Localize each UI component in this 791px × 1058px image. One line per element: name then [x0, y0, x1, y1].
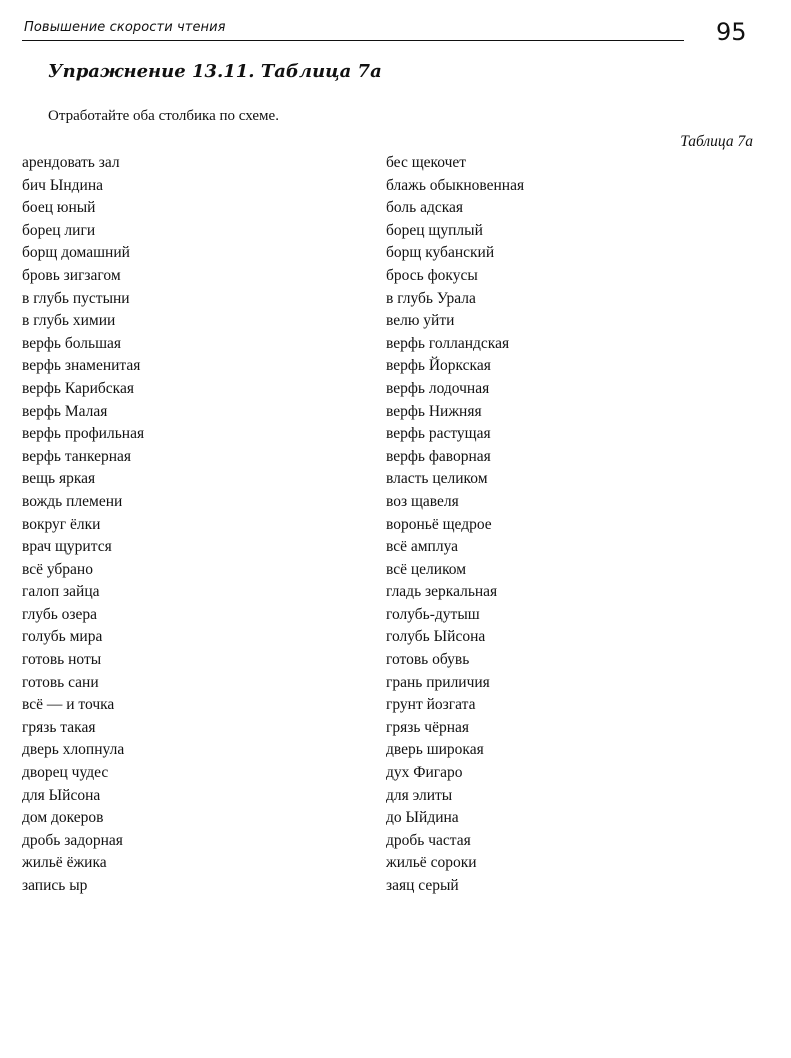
- word-pair-left-2: бич Ындина: [22, 176, 104, 194]
- word-pair-right-2: блажь обыкновенная: [386, 176, 525, 194]
- word-pair-left-6: бровь зигзагом: [22, 266, 121, 284]
- word-pair-left-4: борец лиги: [22, 221, 96, 239]
- word-pair-left-1: арендовать зал: [22, 154, 120, 171]
- word-pair-left-7: в глубь пустыни: [22, 289, 130, 307]
- word-pair-right-28: дух Фигаро: [386, 764, 463, 782]
- left-word-column: [22, 152, 144, 898]
- word-pair-right-3: боль адская: [386, 199, 464, 217]
- word-pair-left-5: борщ домашний: [22, 244, 130, 262]
- word-pair-left-27: дверь хлопнула: [22, 741, 125, 759]
- word-pair-left-19: всё убрано: [22, 560, 93, 578]
- word-pair-right-18: всё амплуа: [386, 538, 459, 556]
- word-pair-left-30: дом докеров: [22, 809, 104, 827]
- word-pair-right-26: грязь чёрная: [386, 718, 470, 736]
- page-number: 95: [716, 18, 747, 46]
- word-pair-left-15: вещь яркая: [22, 470, 96, 488]
- word-pair-left-32: жильё ёжика: [22, 854, 107, 872]
- exercise-instruction: Отработайте оба столбика по схеме.: [48, 108, 279, 124]
- word-pair-right-31: дробь частая: [386, 831, 471, 849]
- word-pair-right-20: гладь зеркальная: [386, 583, 498, 601]
- exercise-title: Упражнение 13.11. Таблица 7а: [48, 61, 382, 82]
- word-pair-right-24: грань приличия: [386, 673, 490, 691]
- word-pair-left-31: дробь задорная: [22, 831, 123, 849]
- word-pair-left-26: грязь такая: [22, 718, 96, 736]
- word-pair-left-20: галоп зайца: [22, 583, 100, 601]
- word-pair-right-5: борщ кубанский: [386, 244, 495, 262]
- word-pair-right-29: для элиты: [386, 786, 453, 804]
- word-pair-left-21: глубь озера: [22, 605, 98, 623]
- word-pair-left-33: запись ыр: [22, 877, 88, 894]
- word-pair-left-12: верфь Малая: [22, 402, 108, 420]
- word-pair-right-33: заяц серый: [386, 877, 459, 894]
- word-pair-left-24: готовь сани: [22, 673, 99, 691]
- word-pair-right-7: в глубь Урала: [386, 289, 476, 307]
- word-pair-left-11: верфь Карибская: [22, 379, 134, 397]
- word-pair-right-22: голубь Ыйсона: [386, 628, 486, 646]
- word-pair-right-10: верфь Йоркская: [386, 357, 491, 375]
- word-pair-left-17: вокруг ёлки: [22, 515, 101, 533]
- right-word-column: [386, 152, 524, 898]
- word-pair-left-9: верфь большая: [22, 334, 122, 352]
- table-caption: Таблица 7а: [680, 133, 753, 150]
- word-pair-left-13: верфь профильная: [22, 425, 145, 443]
- word-pair-right-1: бес щекочет: [386, 154, 467, 171]
- word-pair-left-10: верфь знаменитая: [22, 357, 141, 375]
- running-title: Повышение скорости чтения: [24, 20, 226, 35]
- word-pair-right-16: воз щавеля: [386, 492, 459, 510]
- word-pair-right-9: верфь голландская: [386, 334, 510, 352]
- word-pair-left-16: вождь племени: [22, 492, 123, 510]
- word-pair-right-27: дверь широкая: [386, 741, 484, 759]
- word-pair-left-29: для Ыйсона: [22, 786, 101, 804]
- word-pair-left-3: боец юный: [22, 199, 96, 217]
- word-pair-right-17: вороньё щедрое: [386, 515, 492, 533]
- word-pair-right-11: верфь лодочная: [386, 379, 490, 397]
- word-pair-right-21: голубь-дутыш: [386, 605, 480, 623]
- word-pair-left-18: врач щурится: [22, 538, 112, 556]
- word-pair-right-23: готовь обувь: [386, 651, 470, 669]
- word-pair-left-22: голубь мира: [22, 628, 103, 646]
- word-pair-right-6: брось фокусы: [386, 266, 478, 284]
- word-pair-right-8: велю уйти: [386, 312, 455, 330]
- word-pair-left-23: готовь ноты: [22, 651, 102, 669]
- header-rule: [22, 40, 684, 41]
- word-pair-right-32: жильё сороки: [386, 854, 477, 872]
- word-pair-right-4: борец щуплый: [386, 221, 483, 239]
- word-pair-left-14: верфь танкерная: [22, 447, 132, 465]
- word-pair-right-30: до Ыйдина: [386, 809, 459, 827]
- word-pair-right-19: всё целиком: [386, 560, 467, 578]
- word-pair-right-12: верфь Нижняя: [386, 402, 482, 420]
- word-pair-right-15: власть целиком: [386, 470, 488, 488]
- word-pair-right-13: верфь растущая: [386, 425, 491, 443]
- word-pair-left-25: всё — и точка: [22, 696, 115, 714]
- word-pair-right-25: грунт йозгата: [386, 696, 476, 714]
- word-pair-left-28: дворец чудес: [22, 764, 109, 782]
- word-pair-left-8: в глубь химии: [22, 312, 116, 330]
- word-pair-right-14: верфь фаворная: [386, 447, 491, 465]
